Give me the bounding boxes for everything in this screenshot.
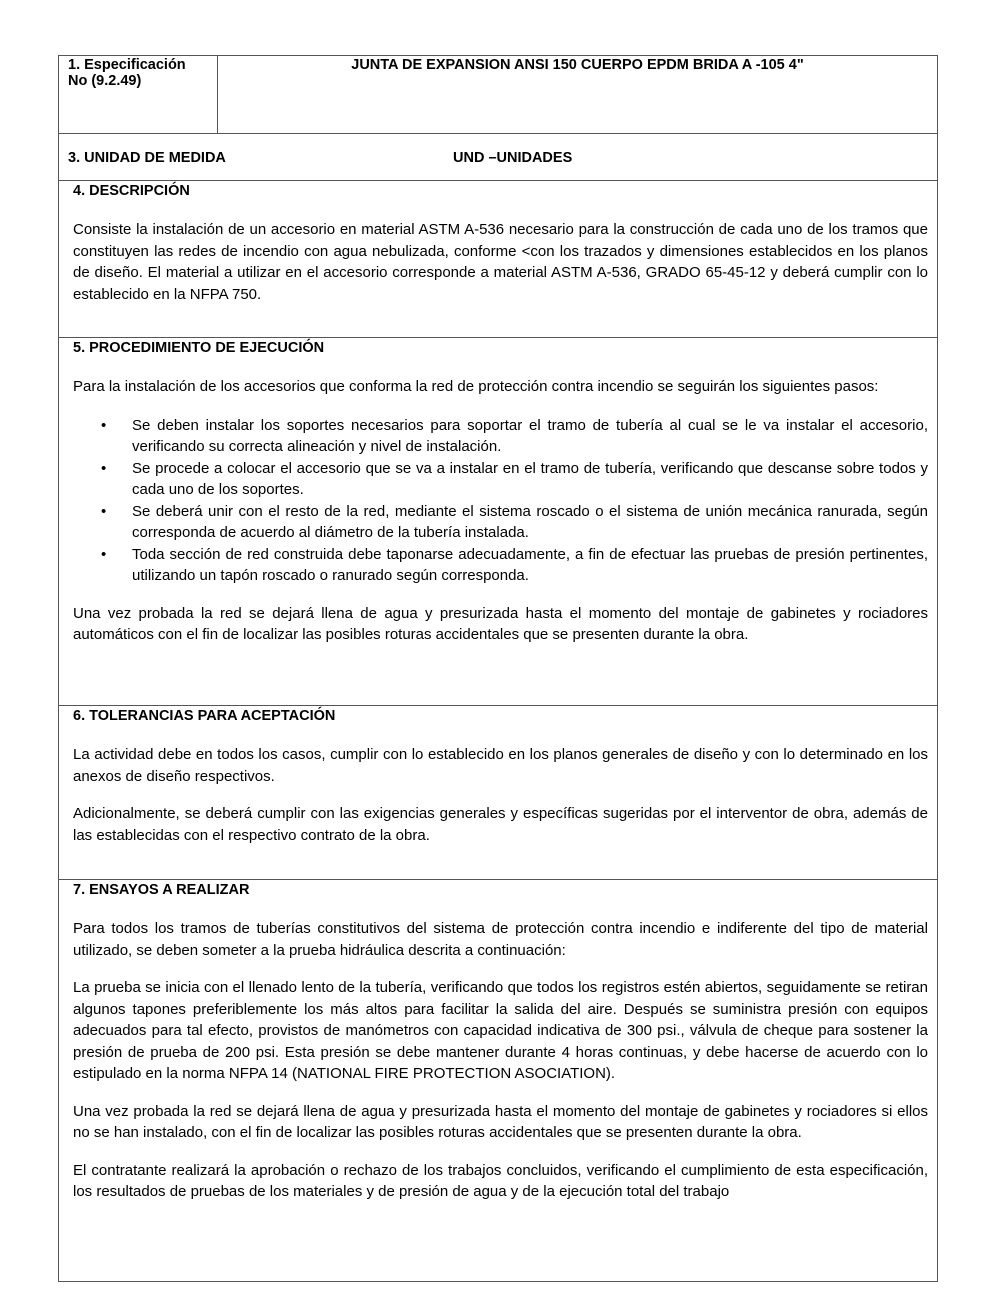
list-item-text: Toda sección de red construida debe taponarse adecuadamente, a fin de efectuar las pruebas de presión pertinentes, utilizando un tapón roscado o ranurado según corresponda.: [132, 545, 928, 584]
paragraph: El contratante realizará la aprobación o rechazo de los trabajos concluidos, verificando el cumplimiento de esta especificación, los resultados de pruebas de los materiales y de presión de agua y de la ejecución total del trabajo: [73, 1161, 928, 1200]
spec-number-cell: [59, 56, 218, 133]
section-title: 6. TOLERANCIAS PARA ACEPTACIÓN: [73, 708, 336, 724]
description-section: [59, 181, 937, 338]
header-row: [59, 56, 937, 134]
unit-value: UND –UNIDADES: [453, 150, 573, 166]
list-item-text: Se deberá unir con el resto de la red, mediante el sistema roscado o el sistema de unión mecánica ranurada, según corresponda de acuerdo al diámetro de la tubería instalada.: [132, 502, 928, 541]
steps-list: [73, 415, 928, 587]
list-item: [101, 544, 928, 587]
paragraph: Consiste la instalación de un accesorio en material ASTM A-536 necesario para la construcción de cada uno de los tramos que constituyen las redes de incendio con agua nebulizada, conforme <con los trazados y dimensiones establecidos en los planos de diseño. El material a utilizar en el accesorio corresponde a material ASTM A-536, GRADO 65-45-12 y deberá cumplir con lo establecido en la NFPA 750.: [73, 221, 928, 303]
unit-label: 3. UNIDAD DE MEDIDA: [68, 150, 226, 166]
paragraph: Para todos los tramos de tuberías constitutivos del sistema de protección contra incendio e indiferente del tipo de material utilizado, se deben someter a la prueba hidráulica descrita a continuación:: [73, 920, 928, 959]
list-item-text: Se procede a colocar el accesorio que se va a instalar en el tramo de tubería, verificando que descanse sobre todos y cada uno de los soportes.: [132, 459, 928, 498]
procedure-section: [59, 338, 937, 706]
tolerances-section: [59, 706, 937, 880]
list-item-text: Se deben instalar los soportes necesarios para soportar el tramo de tubería al cual se le va instalar el accesorio, verificando su correcta alineación y nivel de instalación.: [132, 416, 928, 455]
paragraph: Una vez probada la red se dejará llena de agua y presurizada hasta el momento del montaje de gabinetes y rociadores automáticos con el fin de localizar las posibles roturas accidentales que se presenten durante la obra.: [73, 604, 928, 643]
list-item: [101, 501, 928, 544]
paragraph: Para la instalación de los accesorios que conforma la red de protección contra incendio se seguirán los siguientes pasos:: [73, 378, 879, 395]
bullet-icon: •: [101, 502, 107, 520]
paragraph: La prueba se inicia con el llenado lento de la tubería, verificando que todos los registros estén abiertos, seguidamente se retiran algunos tapones preferiblemente los más altos para facilitar la salida del aire. Después se suministra presión con equipos adecuados para tal efecto, provistos de manómetros con capacidad indicativa de 300 psi., válvula de cheque para sostener la presión de prueba de 200 psi. Esta presión se debe mantener durante 4 horas continuas, y debe hacerse de acuerdo con lo estipulado en la norma NFPA 14 (NATIONAL FIRE PROTECTION ASOCIATION).: [73, 979, 928, 1082]
section-title: 5. PROCEDIMIENTO DE EJECUCIÓN: [73, 340, 325, 356]
spec-title: JUNTA DE EXPANSION ANSI 150 CUERPO EPDM BRIDA A -105 4": [351, 57, 804, 73]
paragraph: Adicionalmente, se deberá cumplir con las exigencias generales y específicas sugeridas por el interventor de obra, además de las establecidas con el respectivo contrato de la obra.: [73, 805, 928, 844]
bullet-icon: •: [101, 416, 107, 434]
section-title: 4. DESCRIPCIÓN: [73, 183, 190, 199]
paragraph: Una vez probada la red se dejará llena de agua y presurizada hasta el momento del montaje de gabinetes y rociadores si ellos no se han instalado, con el fin de localizar las posibles roturas accidentales que se presenten durante la obra.: [73, 1102, 928, 1141]
list-item: [101, 415, 928, 458]
section-title: 7. ENSAYOS A REALIZAR: [73, 882, 250, 898]
specification-sheet: [58, 55, 938, 1282]
paragraph: La actividad debe en todos los casos, cumplir con lo establecido en los planos generales de diseño y con lo determinado en los anexos de diseño respectivos.: [73, 746, 928, 785]
bullet-icon: •: [101, 545, 107, 563]
spec-number: No (9.2.49): [68, 73, 142, 89]
bullet-icon: •: [101, 459, 107, 477]
tests-section: [59, 880, 937, 1282]
list-item: [101, 458, 928, 501]
spec-label: 1. Especificación: [68, 57, 186, 73]
unit-row: [59, 134, 937, 181]
